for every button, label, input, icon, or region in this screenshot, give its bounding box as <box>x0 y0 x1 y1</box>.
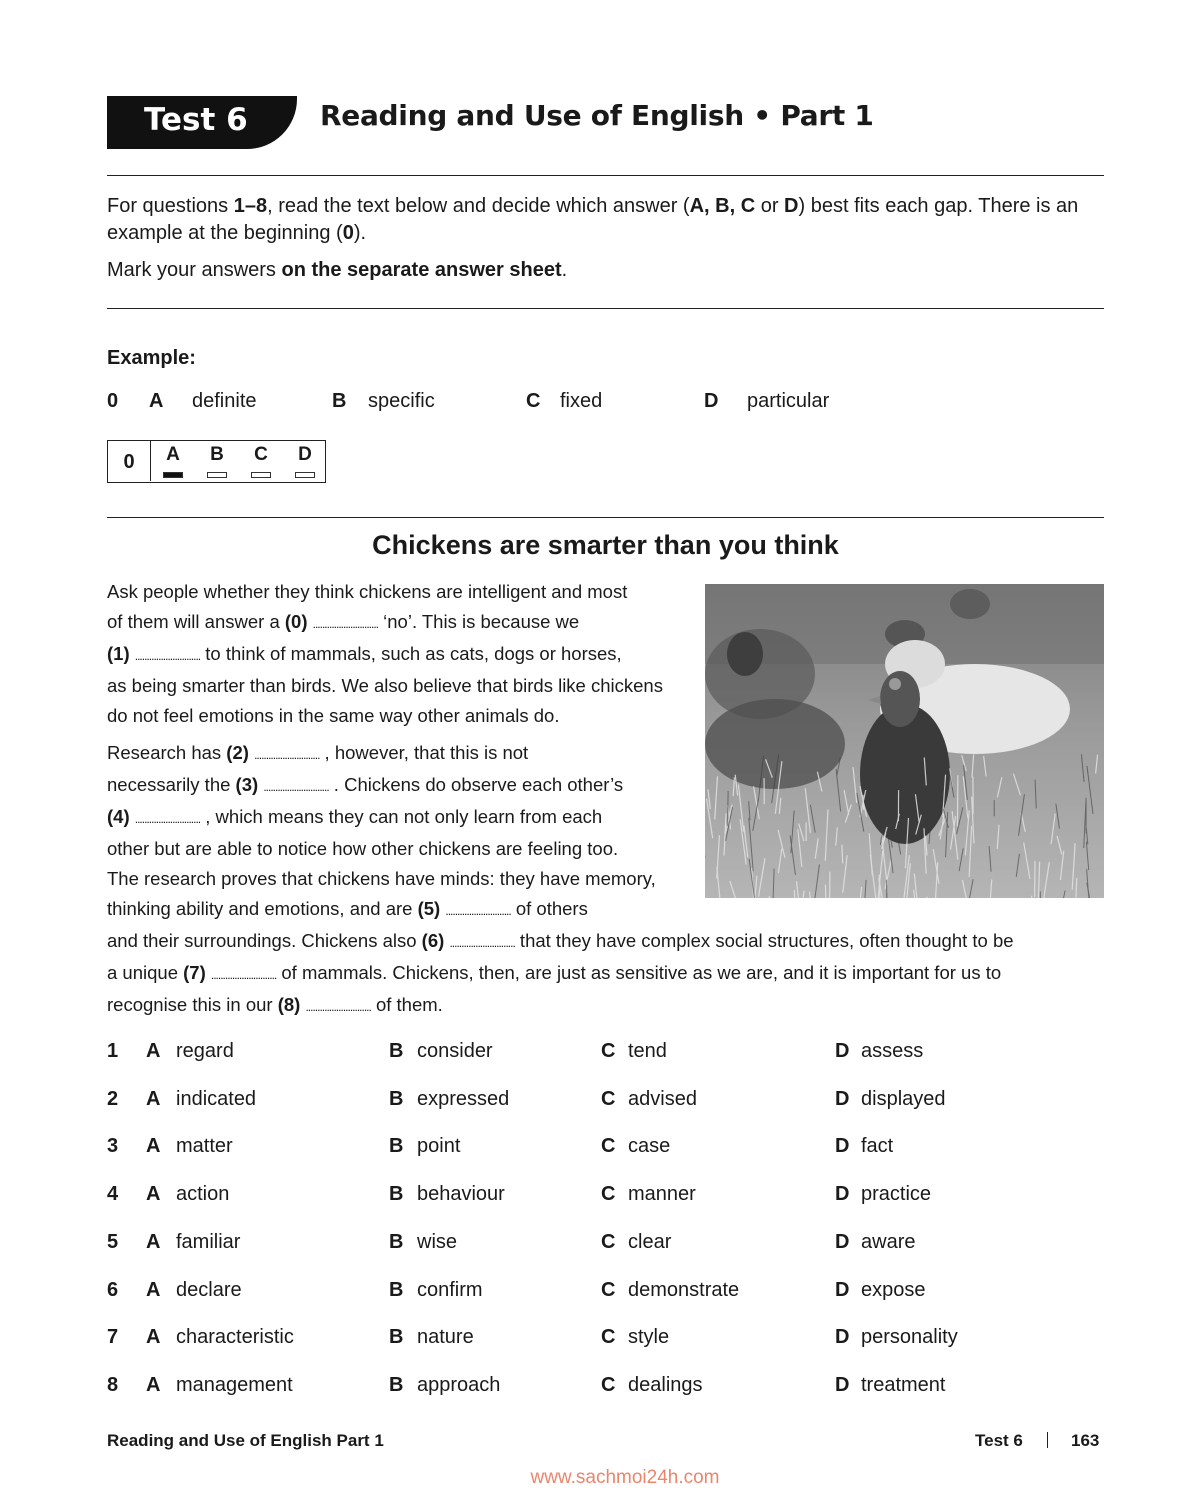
gap-dots[interactable]: ............................ <box>312 617 378 631</box>
gap-dots[interactable]: ............................ <box>210 968 277 982</box>
gap-number: (0) <box>284 611 308 632</box>
question-number: 6 <box>107 1278 119 1301</box>
option-word[interactable]: treatment <box>861 1373 946 1396</box>
gap-number: (3) <box>235 774 259 795</box>
option-letter: B <box>389 1087 404 1110</box>
story-line: recognise this in our (8) ............................ of them. <box>107 994 443 1015</box>
divider <box>107 308 1104 309</box>
question-number: 5 <box>107 1230 119 1253</box>
option-letter: A <box>146 1373 161 1396</box>
chickens-photo <box>705 584 1104 898</box>
answer-box-letter: A <box>166 444 180 465</box>
option-letter: B <box>389 1326 404 1349</box>
option-word[interactable]: fact <box>861 1135 894 1158</box>
gap-dots[interactable]: ............................ <box>305 1000 371 1014</box>
option-word[interactable]: wise <box>417 1230 458 1253</box>
footer-test-label: Test 6 <box>975 1431 1023 1450</box>
watermark: www.sachmoi24h.com <box>530 1467 720 1488</box>
example-option-letter: C <box>526 390 541 412</box>
option-word[interactable]: style <box>628 1326 670 1349</box>
option-word[interactable]: demonstrate <box>628 1278 740 1301</box>
option-letter: B <box>389 1135 404 1158</box>
option-word[interactable]: advised <box>628 1087 697 1110</box>
gap-number: (7) <box>183 962 206 983</box>
gap-dots[interactable]: ............................ <box>134 649 201 663</box>
option-word[interactable]: expressed <box>417 1087 510 1110</box>
option-letter: D <box>835 1230 850 1253</box>
story-line: other but are able to notice how other chickens are feeling too. <box>107 838 619 859</box>
story-line: a unique (7) ............................ of mammals. Chickens, then, are just as sensitive as we are, and it is important for us to <box>107 962 1002 983</box>
option-letter: D <box>835 1373 850 1396</box>
option-word[interactable]: regard <box>176 1040 234 1062</box>
story-line: (1) ............................ to think of mammals, such as cats, dogs or horses, <box>107 643 622 664</box>
story-line: Ask people whether they think chickens are intelligent and most <box>107 581 628 602</box>
option-letter: D <box>835 1087 850 1110</box>
example-option-letter: B <box>332 390 347 412</box>
option-word[interactable]: consider <box>417 1040 493 1062</box>
gap-number: (6) <box>421 930 445 951</box>
option-letter: D <box>835 1183 850 1206</box>
option-letter: C <box>601 1373 616 1396</box>
example-option-letter: D <box>704 390 719 412</box>
option-word[interactable]: declare <box>176 1278 242 1301</box>
option-word[interactable]: management <box>176 1373 293 1396</box>
option-word[interactable]: expose <box>861 1278 926 1301</box>
example-option-word: particular <box>747 390 830 412</box>
option-letter: B <box>389 1278 404 1301</box>
gap-dots[interactable]: ............................ <box>445 904 511 918</box>
option-letter: B <box>389 1040 404 1062</box>
part-title: Reading and Use of English • Part 1 <box>320 99 874 132</box>
option-word[interactable]: assess <box>861 1040 924 1062</box>
option-word[interactable]: displayed <box>861 1087 946 1110</box>
option-letter: A <box>146 1135 161 1158</box>
gap-dots[interactable]: ............................ <box>449 936 515 950</box>
option-letter: A <box>146 1326 161 1349</box>
option-word[interactable]: clear <box>628 1230 672 1253</box>
gap-number: (1) <box>107 643 130 664</box>
answer-box-letter: D <box>298 444 312 465</box>
gap-dots[interactable]: ............................ <box>263 780 329 794</box>
example-heading: Example: <box>107 347 196 369</box>
question-number: 8 <box>107 1373 119 1396</box>
question-number: 3 <box>107 1135 119 1158</box>
option-letter: A <box>146 1230 161 1253</box>
story-title: Chickens are smarter than you think <box>372 530 839 560</box>
footer-section-title: Reading and Use of English Part 1 <box>107 1431 384 1450</box>
option-word[interactable]: practice <box>861 1183 932 1206</box>
story-line: necessarily the (3) ............................ . Chickens do observe each other’s <box>107 774 624 795</box>
question-number: 2 <box>107 1087 119 1110</box>
example-option-word: specific <box>368 390 435 412</box>
option-letter: D <box>835 1040 850 1062</box>
story-line: (4) ............................ , which means they can not only learn from each <box>107 806 603 827</box>
story-line: do not feel emotions in the same way other animals do. <box>107 705 560 726</box>
question-number: 1 <box>107 1040 119 1062</box>
option-word[interactable]: dealings <box>628 1373 703 1396</box>
story-line: of them will answer a (0) ............................ ‘no’. This is because we <box>107 611 580 632</box>
instructions-mark: Mark your answers on the separate answer sheet. <box>107 259 568 281</box>
example-option-word: definite <box>192 390 257 412</box>
story-line: and their surroundings. Chickens also (6) ............................ that they have complex social structures, often thought to be <box>107 930 1014 951</box>
option-word[interactable]: behaviour <box>417 1183 505 1206</box>
question-number: 4 <box>107 1183 119 1206</box>
option-word[interactable]: characteristic <box>176 1326 294 1349</box>
gap-number: (5) <box>417 898 441 919</box>
option-letter: D <box>835 1135 850 1158</box>
option-letter: C <box>601 1040 616 1062</box>
option-letter: C <box>601 1230 616 1253</box>
option-word[interactable]: familiar <box>176 1230 241 1253</box>
option-letter: C <box>601 1183 616 1206</box>
story-line: as being smarter than birds. We also believe that birds like chickens <box>107 675 663 696</box>
divider <box>107 517 1104 518</box>
option-letter: A <box>146 1183 161 1206</box>
option-letter: B <box>389 1183 404 1206</box>
page-number: 163 <box>1071 1431 1100 1450</box>
option-letter: D <box>835 1278 850 1301</box>
story-paragraph-1 <box>107 577 663 731</box>
option-letter: D <box>835 1326 850 1349</box>
option-word[interactable]: confirm <box>417 1278 483 1301</box>
option-letter: C <box>601 1326 616 1349</box>
option-word[interactable]: case <box>628 1135 671 1158</box>
example-answer-box <box>107 440 326 483</box>
test-number-tab <box>107 96 297 149</box>
option-word[interactable]: action <box>176 1183 230 1206</box>
gap-number: (2) <box>226 742 249 763</box>
chickens-image <box>705 584 1104 898</box>
instructions: For questions 1–8, read the text below and decide which answer (A, B, C or D) best fits each gap. There is an example at the beginning (0). <box>107 195 1079 244</box>
option-word[interactable]: tend <box>628 1040 667 1062</box>
answer-box-letter: C <box>254 444 268 465</box>
answer-bubble[interactable] <box>251 472 271 478</box>
answer-bubble[interactable] <box>295 472 315 478</box>
footer-divider <box>1047 1432 1048 1448</box>
option-word[interactable]: personality <box>861 1326 958 1349</box>
example-number: 0 <box>107 390 119 412</box>
divider <box>107 175 1104 176</box>
gap-dots[interactable]: ............................ <box>254 748 320 762</box>
option-word[interactable]: point <box>417 1135 461 1158</box>
story-line: Research has (2) ............................ , however, that this is not <box>107 742 529 763</box>
test-label: Test 6 <box>144 102 248 138</box>
option-word[interactable]: indicated <box>176 1087 257 1110</box>
question-number: 7 <box>107 1326 119 1349</box>
example-option-letter: A <box>149 390 164 412</box>
answer-bubble[interactable] <box>207 472 227 478</box>
answer-box-letter: B <box>210 444 224 465</box>
option-letter: B <box>389 1373 404 1396</box>
option-word[interactable]: aware <box>861 1230 916 1253</box>
option-word[interactable]: nature <box>417 1326 474 1349</box>
option-letter: B <box>389 1230 404 1253</box>
option-word[interactable]: matter <box>176 1135 233 1158</box>
option-word[interactable]: manner <box>628 1183 696 1206</box>
option-letter: A <box>146 1278 161 1301</box>
option-letter: A <box>146 1087 161 1110</box>
gap-number: (8) <box>277 994 301 1015</box>
answer-bubble-selected[interactable] <box>163 472 183 478</box>
example-option-word: fixed <box>560 390 603 412</box>
story-line: thinking ability and emotions, and are (5) ............................ of others <box>107 898 588 919</box>
option-letter: C <box>601 1087 616 1110</box>
story-line: The research proves that chickens have minds: they have memory, <box>107 868 656 889</box>
answer-box-number: 0 <box>108 441 151 481</box>
option-letter: C <box>601 1135 616 1158</box>
option-word[interactable]: approach <box>417 1373 501 1396</box>
option-letter: A <box>146 1040 161 1062</box>
gap-number: (4) <box>107 806 130 827</box>
gap-dots[interactable]: ............................ <box>134 812 201 826</box>
option-letter: C <box>601 1278 616 1301</box>
